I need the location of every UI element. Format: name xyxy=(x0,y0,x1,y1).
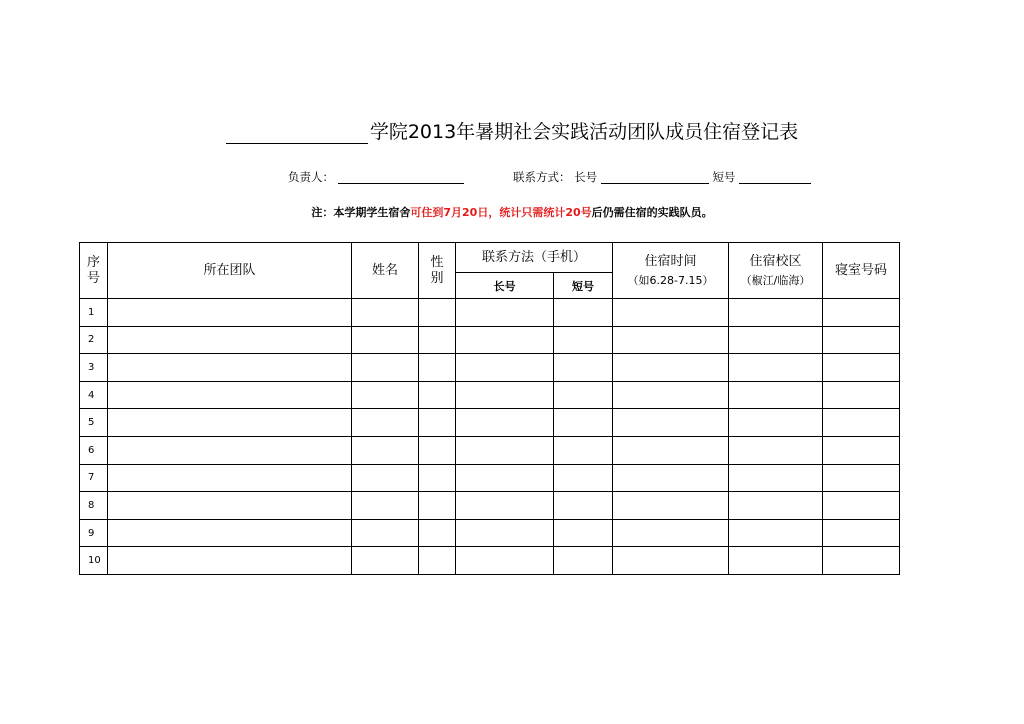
long-cell[interactable] xyxy=(456,299,554,327)
team-cell[interactable] xyxy=(108,492,352,520)
note-prefix: 注：本学期学生宿舍 xyxy=(311,206,411,219)
gender-cell[interactable] xyxy=(419,464,456,492)
name-cell[interactable] xyxy=(352,464,419,492)
team-cell[interactable] xyxy=(108,354,352,382)
name-cell[interactable] xyxy=(352,354,419,382)
short-cell[interactable] xyxy=(554,464,613,492)
table-row xyxy=(80,354,900,382)
header-room: 寝室号码 xyxy=(823,243,900,299)
header-long: 长号 xyxy=(456,273,554,299)
name-cell[interactable] xyxy=(352,547,419,575)
row-number: 3 xyxy=(80,354,108,382)
campus-cell[interactable] xyxy=(729,409,823,437)
header-team: 所在团队 xyxy=(108,243,352,299)
header-time-label: 住宿时间 xyxy=(644,253,697,269)
header-gender: 性别 xyxy=(419,243,456,299)
time-cell[interactable] xyxy=(613,547,729,575)
room-cell[interactable] xyxy=(823,519,900,547)
row-number: 5 xyxy=(80,409,108,437)
header-seq: 序号 xyxy=(80,243,108,299)
gender-cell[interactable] xyxy=(419,492,456,520)
row-number: 6 xyxy=(80,436,108,464)
table-row xyxy=(80,326,900,354)
short-cell[interactable] xyxy=(554,354,613,382)
contact-label: 联系方式： xyxy=(512,170,571,184)
gender-cell[interactable] xyxy=(419,409,456,437)
short-number-blank[interactable] xyxy=(739,171,811,184)
short-cell[interactable] xyxy=(554,299,613,327)
row-number: 1 xyxy=(80,299,108,327)
room-cell[interactable] xyxy=(823,547,900,575)
long-number-label: 长号 xyxy=(574,170,598,184)
name-cell[interactable] xyxy=(352,409,419,437)
table-row xyxy=(80,464,900,492)
leader-label: 负责人： xyxy=(288,170,334,184)
name-cell[interactable] xyxy=(352,381,419,409)
gender-cell[interactable] xyxy=(419,326,456,354)
short-cell[interactable] xyxy=(554,492,613,520)
team-cell[interactable] xyxy=(108,299,352,327)
short-cell[interactable] xyxy=(554,326,613,354)
long-number-blank[interactable] xyxy=(601,171,709,184)
header-short: 短号 xyxy=(554,273,613,299)
long-cell[interactable] xyxy=(456,326,554,354)
row-number: 4 xyxy=(80,381,108,409)
team-cell[interactable] xyxy=(108,547,352,575)
note-highlight: 可住到7月20日，统计只需统计20号 xyxy=(410,206,592,219)
short-cell[interactable] xyxy=(554,381,613,409)
room-cell[interactable] xyxy=(823,436,900,464)
team-cell[interactable] xyxy=(108,436,352,464)
campus-cell[interactable] xyxy=(729,381,823,409)
room-cell[interactable] xyxy=(823,299,900,327)
long-cell[interactable] xyxy=(456,464,554,492)
campus-cell[interactable] xyxy=(729,492,823,520)
campus-cell[interactable] xyxy=(729,464,823,492)
time-cell[interactable] xyxy=(613,409,729,437)
campus-cell[interactable] xyxy=(729,519,823,547)
gender-cell[interactable] xyxy=(419,354,456,382)
note-suffix: 后仍需住宿的实践队员。 xyxy=(591,206,713,219)
team-cell[interactable] xyxy=(108,519,352,547)
long-cell[interactable] xyxy=(456,354,554,382)
header-contact: 联系方法（手机） xyxy=(456,243,613,273)
team-cell[interactable] xyxy=(108,409,352,437)
row-number: 8 xyxy=(80,492,108,520)
team-cell[interactable] xyxy=(108,381,352,409)
header-name: 姓名 xyxy=(352,243,419,299)
table-row xyxy=(80,547,900,575)
long-cell[interactable] xyxy=(456,492,554,520)
time-cell[interactable] xyxy=(613,381,729,409)
contact-info-line xyxy=(288,170,811,184)
table-row xyxy=(80,409,900,437)
time-cell[interactable] xyxy=(613,519,729,547)
page-title xyxy=(0,116,1024,144)
time-cell[interactable] xyxy=(613,326,729,354)
leader-blank[interactable] xyxy=(338,171,464,184)
gender-cell[interactable] xyxy=(419,547,456,575)
time-cell[interactable] xyxy=(613,436,729,464)
name-cell[interactable] xyxy=(352,519,419,547)
short-cell[interactable] xyxy=(554,436,613,464)
gender-cell[interactable] xyxy=(419,519,456,547)
row-number: 2 xyxy=(80,326,108,354)
name-cell[interactable] xyxy=(352,299,419,327)
room-cell[interactable] xyxy=(823,326,900,354)
time-cell[interactable] xyxy=(613,354,729,382)
room-cell[interactable] xyxy=(823,464,900,492)
time-cell[interactable] xyxy=(613,464,729,492)
header-campus-note: （椒江/临海） xyxy=(740,273,811,287)
long-cell[interactable] xyxy=(456,436,554,464)
table-row xyxy=(80,381,900,409)
table-row xyxy=(80,519,900,547)
campus-cell[interactable] xyxy=(729,354,823,382)
note-text xyxy=(0,206,1024,220)
long-cell[interactable] xyxy=(456,547,554,575)
room-cell[interactable] xyxy=(823,381,900,409)
time-cell[interactable] xyxy=(613,299,729,327)
header-campus xyxy=(729,243,823,299)
page-title-text: 学院2013年暑期社会实践活动团队成员住宿登记表 xyxy=(369,121,799,143)
header-campus-label: 住宿校区 xyxy=(749,253,802,269)
short-number-label: 短号 xyxy=(712,170,736,184)
long-cell[interactable] xyxy=(456,519,554,547)
registration-table xyxy=(79,242,900,575)
campus-cell[interactable] xyxy=(729,299,823,327)
long-cell[interactable] xyxy=(456,381,554,409)
campus-cell[interactable] xyxy=(729,326,823,354)
short-cell[interactable] xyxy=(554,519,613,547)
gender-cell[interactable] xyxy=(419,299,456,327)
short-cell[interactable] xyxy=(554,409,613,437)
campus-cell[interactable] xyxy=(729,436,823,464)
short-cell[interactable] xyxy=(554,547,613,575)
table-row xyxy=(80,299,900,327)
gender-cell[interactable] xyxy=(419,436,456,464)
row-number: 9 xyxy=(80,519,108,547)
table-row xyxy=(80,436,900,464)
time-cell[interactable] xyxy=(613,492,729,520)
room-cell[interactable] xyxy=(823,492,900,520)
campus-cell[interactable] xyxy=(729,547,823,575)
room-cell[interactable] xyxy=(823,354,900,382)
gender-cell[interactable] xyxy=(419,381,456,409)
name-cell[interactable] xyxy=(352,326,419,354)
team-cell[interactable] xyxy=(108,464,352,492)
row-number: 7 xyxy=(80,464,108,492)
header-time-note: （如6.28-7.15） xyxy=(627,273,714,287)
long-cell[interactable] xyxy=(456,409,554,437)
room-cell[interactable] xyxy=(823,409,900,437)
row-number: 10 xyxy=(80,547,108,575)
table-row xyxy=(80,492,900,520)
name-cell[interactable] xyxy=(352,436,419,464)
name-cell[interactable] xyxy=(352,492,419,520)
header-time xyxy=(613,243,729,299)
team-cell[interactable] xyxy=(108,326,352,354)
college-name-blank[interactable] xyxy=(226,123,368,144)
